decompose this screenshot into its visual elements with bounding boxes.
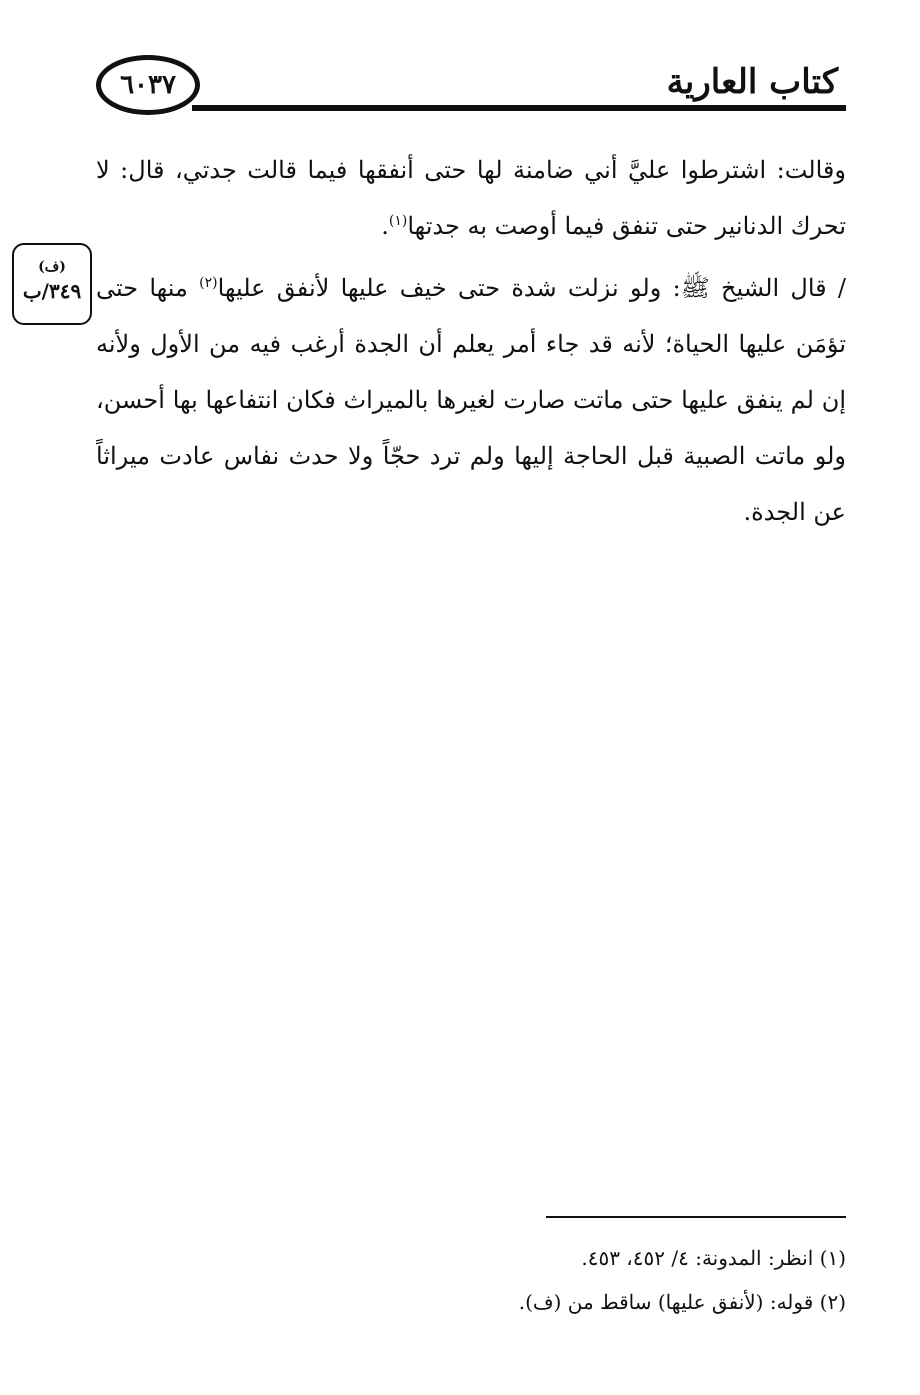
page-header (96, 55, 846, 125)
main-text (96, 142, 846, 540)
footnote: (٢) قوله: (لأنفق عليها) ساقط من (ف). (518, 1290, 846, 1314)
page-number (96, 55, 200, 115)
paragraph-text: / قال الشيخ ﷺ: ولو نزلت شدة حتى خيف عليها لأنفق عليها (217, 274, 846, 302)
running-title: كتاب العارية (666, 62, 838, 102)
folio-number: ٣٤٩/ب (22, 279, 82, 303)
manuscript-siglum: (ف) (38, 259, 66, 275)
footnote-ref[interactable]: (٢) (199, 275, 218, 291)
page-number-text: ٦٠٣٧ (120, 70, 176, 100)
footnotes (400, 1236, 846, 1324)
header-rule (192, 105, 846, 111)
paragraph-text: وقالت: اشترطوا عليَّ أني ضامنة لها حتى أنفقها فيما قالت جدتي، قال: لا تحرك الدنانير حتى تنفق فيما أوصت به جدتها (96, 156, 846, 240)
footnote-separator (546, 1216, 846, 1218)
paragraph (96, 260, 846, 540)
paragraph-text: . (381, 212, 389, 240)
footnote: (١) انظر: المدونة: ٤/ ٤٥٢، ٤٥٣. (581, 1246, 846, 1270)
paragraph-text: منها حتى تؤمَن عليها الحياة؛ لأنه قد جاء أمر يعلم أن الجدة أرغب فيه من الأول ولأنه إن لم ينفق عليها حتى ماتت صارت لغيرها بالميراث فكان انتفاعها بها أحسن، ولو ماتت الصبية قبل الحاجة إليها ولم ترد حجّاً ولا حدث نفاس عادت ميراثاً عن الجدة. (96, 274, 846, 526)
paragraph (96, 142, 846, 254)
margin-folio-note (12, 243, 92, 325)
footnote-ref[interactable]: (١) (388, 213, 408, 229)
